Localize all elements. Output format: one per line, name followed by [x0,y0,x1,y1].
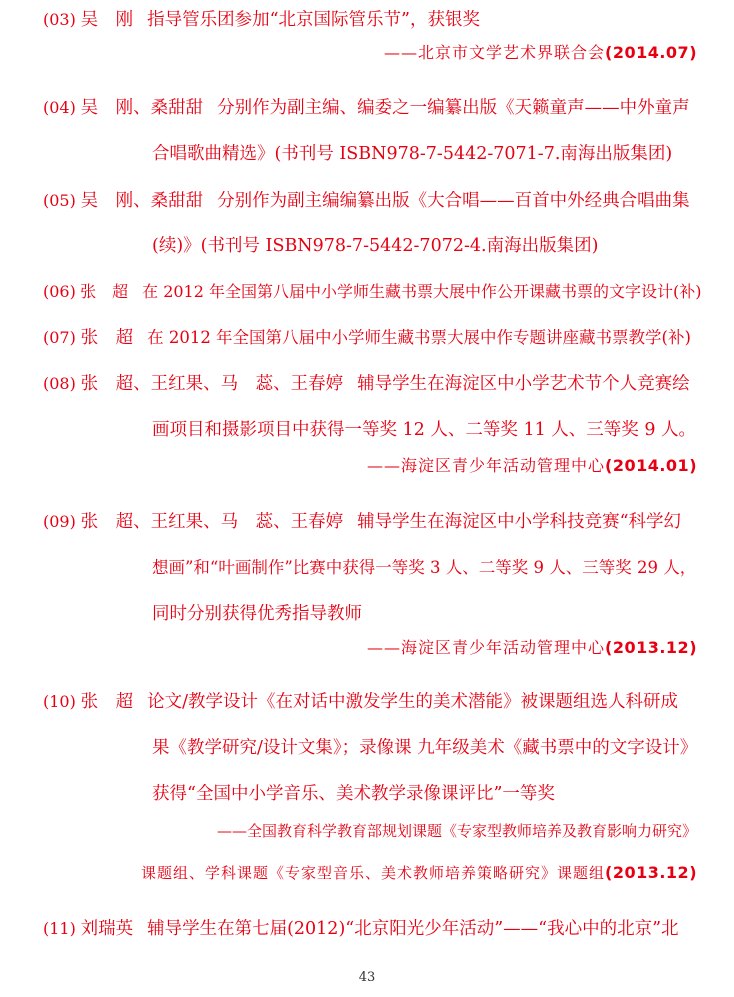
entry-author: 吴 刚、桑甜甜 [80,191,204,211]
entry-10-line1 [43,690,678,714]
entry-text: 辅导学生在第七届(2012)“北京阳光少年活动”——“我心中的北京”北 [147,919,679,939]
entry-author: 刘瑞英 [80,919,134,939]
entry-number: (10) [43,692,76,711]
source-date: (2013.12) [605,638,697,657]
entry-text: 论文/教学设计《在对话中激发学生的美术潜能》被课题组选人科研成 [147,692,678,712]
entry-08-line2: 画项目和摄影项目中获得一等奖 12 人、二等奖 11 人、三等奖 9 人。 [152,420,697,440]
entry-number: (04) [43,98,76,117]
entry-number: (09) [43,512,76,531]
entry-number: (06) [43,282,76,301]
entry-05-line2: (续)》(书刊号 ISBN978-7-5442-7072-4.南海出版集团) [152,236,599,256]
entry-text: 分别作为副主编、编委之一编纂出版《天籁童声——中外童声 [217,98,690,118]
source-date: (2013.12) [605,863,697,882]
entry-author: 张 超 [80,282,129,301]
entry-author: 张 超、王红果、马 蕊、王春婷 [80,512,344,532]
entry-05-line1 [43,189,690,213]
entry-text: 分别作为副主编编纂出版《大合唱——百首中外经典合唱曲集 [217,191,690,211]
entry-09-line2: 想画”和“叶画制作”比赛中获得一等奖 3 人、二等奖 9 人、三等奖 29 人， [152,558,697,577]
entry-09-source [367,636,697,660]
source-org: ——海淀区青少年活动管理中心 [366,638,605,657]
source-org: 课题组、学科课题《专家型音乐、美术教师培养策略研究》课题组 [140,864,605,882]
entry-author: 吴 刚 [80,10,134,30]
entry-10-line2: 果《教学研究/设计文集》；录像课 九年级美术《藏书票中的文字设计》 [152,738,698,758]
entry-11-line1 [43,917,679,941]
entry-text: 在 2012 年全国第八届中小学师生藏书票大展中作专题讲座藏书票教学(补) [147,328,691,347]
entry-number: (11) [43,919,76,938]
source-date: (2014.07) [605,43,697,62]
entry-text: 指导管乐团参加“北京国际管乐节”，获银奖 [147,10,480,30]
page-number: 43 [358,970,376,985]
entry-03-source [384,41,697,65]
entry-10-source-line1: ——全国教育科学教育部规划课题《专家型教师培养及教育影响力研究》 [216,822,697,840]
entry-text: 在 2012 年全国第八届中小学师生藏书票大展中作公开课藏书票的文字设计(补) [142,282,702,301]
entry-author: 吴 刚、桑甜甜 [80,98,204,118]
entry-09-line1 [43,510,681,534]
entry-number: (08) [43,374,76,393]
entry-07-line1 [43,326,691,350]
source-org: ——海淀区青少年活动管理中心 [366,456,605,475]
entry-text: 辅导学生在海淀区中小学科技竞赛“科学幻 [357,512,682,532]
entry-08-line1 [43,372,690,396]
entry-number: (07) [43,328,76,347]
entry-03-line1 [43,8,480,32]
entry-10-source-line2 [141,861,697,885]
entry-04-line2: 合唱歌曲精选》(书刊号 ISBN978-7-5442-7071-7.南海出版集团) [152,144,673,164]
entry-author: 张 超 [80,328,134,348]
entry-06-line1 [43,280,702,304]
entry-08-source [367,454,697,478]
entry-10-line3: 获得“全国中小学音乐、美术教学录像课评比”一等奖 [152,784,555,804]
entry-author: 张 超、王红果、马 蕊、王春婷 [80,374,344,394]
entry-number: (03) [43,10,76,29]
entry-number: (05) [43,191,76,210]
entry-09-line3: 同时分别获得优秀指导教师 [152,604,362,624]
source-org: ——北京市文学艺术界联合会 [383,43,605,62]
source-date: (2014.01) [605,456,697,475]
entry-author: 张 超 [80,692,134,712]
entry-text: 辅导学生在海淀区中小学艺术节个人竞赛绘 [357,374,690,394]
entry-04-line1 [43,96,690,120]
